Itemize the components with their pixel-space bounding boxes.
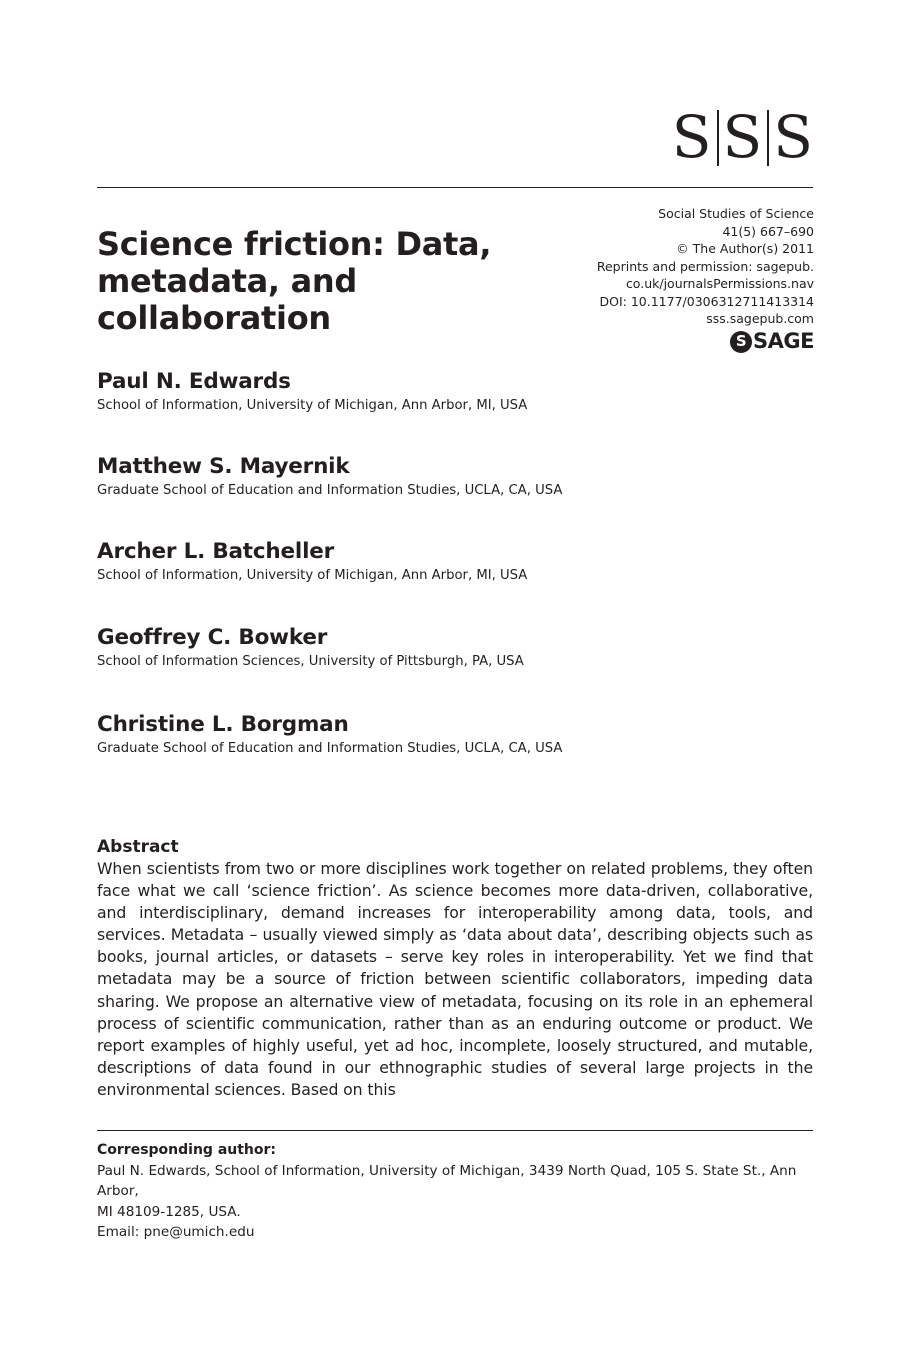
logo-letter: S [671, 103, 713, 171]
journal-website[interactable]: sss.sagepub.com [706, 311, 814, 326]
journal-volume: 41(5) 667–690 [722, 223, 814, 239]
author-block [97, 369, 527, 414]
author-name: Geoffrey C. Bowker [97, 625, 328, 650]
reprints-line: Reprints and permission: sagepub. [596, 258, 814, 274]
reprints-link[interactable]: co.uk/journalsPermissions.nav [625, 276, 814, 291]
author-block [97, 625, 524, 670]
author-name: Matthew S. Mayernik [97, 454, 350, 479]
sage-mark-icon: S [730, 331, 752, 353]
journal-logo [671, 103, 814, 171]
author-affiliation: School of Information, University of Michigan, Ann Arbor, MI, USA [97, 568, 528, 583]
header-rule [97, 187, 813, 188]
author-block [97, 454, 562, 499]
logo-letter: S [773, 103, 814, 171]
corresponding-heading: Corresponding author: [97, 1142, 277, 1158]
author-name: Christine L. Borgman [97, 712, 349, 737]
abstract-heading: Abstract [97, 837, 179, 857]
abstract-section [97, 836, 813, 1101]
author-affiliation: Graduate School of Education and Information Studies, UCLA, CA, USA [97, 741, 563, 756]
abstract-text: When scientists from two or more disciplines work together on related problems, they often face what we call ‘science friction’. As science becomes more data-driven, collaborative, and interdisciplinary, demand increases for interoperability among data, tools, and services. Metadata – usually viewed simply as ‘data about data’, describing objects such as books, journal articles, or datasets – serve key roles in interoperability. Yet we find that metadata may be a source of friction between scientific collaborators, impeding data sharing. We propose an alternative view of metadata, focusing on its role in an ephemeral process of scientific communication, rather than as an enduring outcome or product. We report examples of highly useful, yet ad hoc, incomplete, loosely structured, and mutable, descriptions of data found in our ethnographic studies of several large projects in the environmental sciences. Based on this [97, 859, 813, 1099]
sage-wordmark: SAGE [753, 328, 814, 353]
author-affiliation: School of Information, University of Michigan, Ann Arbor, MI, USA [97, 398, 528, 413]
footnote-rule [97, 1130, 813, 1131]
journal-name: Social Studies of Science [658, 206, 814, 221]
logo-divider [717, 110, 719, 166]
logo-letter: S [722, 103, 764, 171]
author-name: Archer L. Batcheller [97, 539, 335, 564]
title-line: metadata, and collaboration [97, 262, 358, 337]
title-line: Science friction: Data, [97, 225, 492, 263]
corresponding-email[interactable]: Email: pne@umich.edu [97, 1224, 255, 1240]
copyright: © The Author(s) 2011 [676, 241, 814, 256]
sage-logo [534, 328, 814, 353]
corresponding-author [97, 1140, 813, 1243]
doi[interactable]: DOI: 10.1177/0306312711413314 [599, 293, 814, 309]
article-title [97, 226, 577, 337]
author-block [97, 712, 562, 757]
logo-divider [767, 110, 769, 166]
corresponding-address: Paul N. Edwards, School of Information, University of Michigan, 3439 North Quad, 105 S. State St., Ann Arbor, [97, 1162, 797, 1199]
author-name: Paul N. Edwards [97, 369, 291, 394]
author-affiliation: School of Information Sciences, University of Pittsburgh, PA, USA [97, 654, 524, 669]
corresponding-address: MI 48109-1285, USA. [97, 1203, 241, 1220]
author-affiliation: Graduate School of Education and Information Studies, UCLA, CA, USA [97, 483, 563, 498]
author-block [97, 539, 527, 584]
journal-meta [534, 205, 814, 353]
